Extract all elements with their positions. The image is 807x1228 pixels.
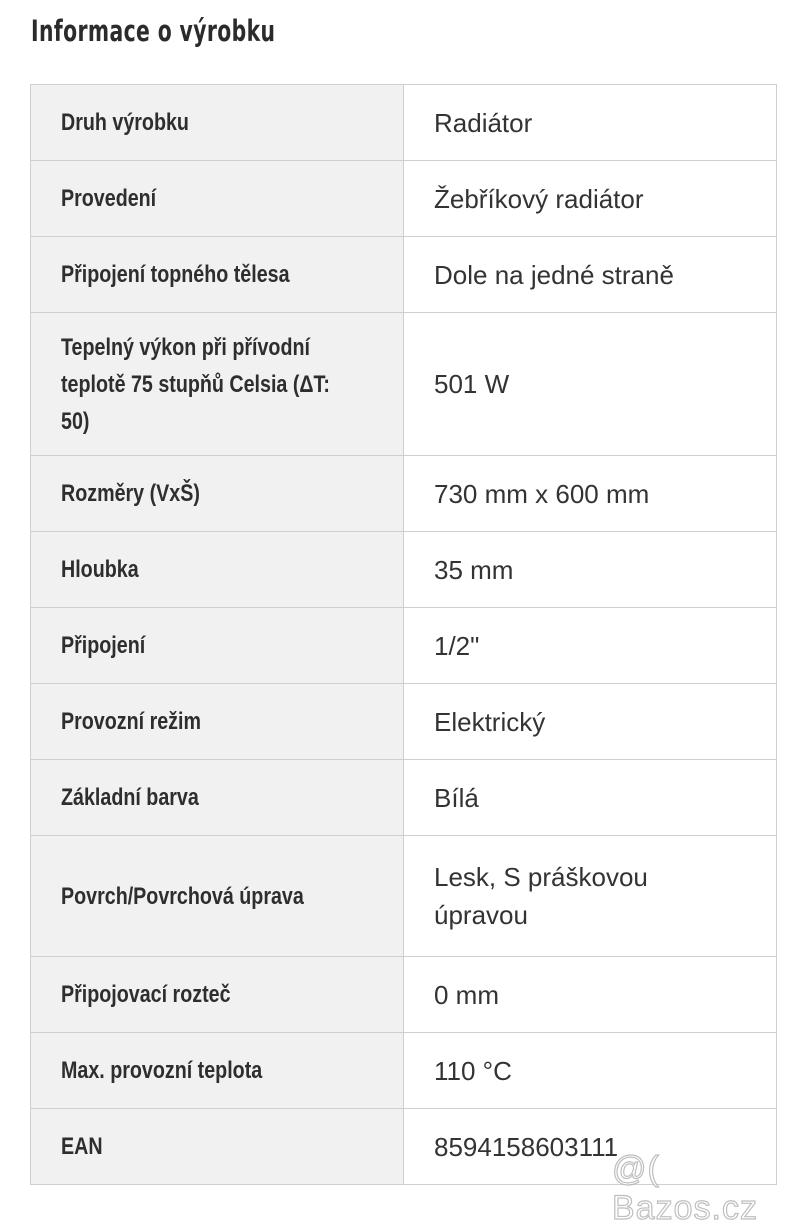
row-value: 501 W <box>404 313 777 456</box>
row-label: Provozní režim <box>61 708 201 735</box>
row-value-line: Lesk, S práškovou <box>434 862 648 892</box>
bazos-watermark: @( Bazos.cz <box>612 1150 758 1227</box>
table-row <box>31 456 777 532</box>
row-value: Elektrický <box>404 684 777 760</box>
row-label: Hloubka <box>61 556 139 583</box>
table-row <box>31 836 777 957</box>
row-label-line: 50) <box>61 407 90 435</box>
row-label-line: teplotě 75 stupňů Celsia (ΔT: <box>61 370 330 398</box>
row-value: 8594158603111 <box>404 1109 777 1185</box>
row-label: Max. provozní teplota <box>61 1057 263 1084</box>
table-row <box>31 760 777 836</box>
table-row <box>31 313 777 456</box>
row-value: Radiátor <box>404 85 777 161</box>
table-row <box>31 532 777 608</box>
row-label: Povrch/Povrchová úprava <box>61 882 304 910</box>
table-row <box>31 957 777 1033</box>
table-row <box>31 237 777 313</box>
row-label: Připojení <box>61 632 146 659</box>
table-row <box>31 608 777 684</box>
row-label: Připojovací rozteč <box>61 981 231 1008</box>
table-row <box>31 1033 777 1109</box>
table-row <box>31 161 777 237</box>
row-label: EAN <box>61 1133 103 1160</box>
row-value-line: úpravou <box>434 900 528 930</box>
row-value: Dole na jedné straně <box>404 237 777 313</box>
row-label: Základní barva <box>61 784 199 811</box>
row-value: 35 mm <box>404 532 777 608</box>
table-row <box>31 684 777 760</box>
row-label: Provedení <box>61 185 157 212</box>
row-value: Žebříkový radiátor <box>404 161 777 237</box>
row-value: 0 mm <box>404 957 777 1033</box>
row-label: Připojení topného tělesa <box>61 261 290 288</box>
row-label: Druh výrobku <box>61 109 189 136</box>
product-info-table <box>30 84 777 1185</box>
section-title: Informace o výrobku <box>31 14 276 48</box>
row-label: Rozměry (VxŠ) <box>61 480 200 507</box>
table-row <box>31 85 777 161</box>
row-value: Bílá <box>404 760 777 836</box>
row-value: 1/2" <box>404 608 777 684</box>
row-value: 730 mm x 600 mm <box>404 456 777 532</box>
row-value: 110 °C <box>404 1033 777 1109</box>
row-label-line: Tepelný výkon při přívodní <box>61 333 310 361</box>
